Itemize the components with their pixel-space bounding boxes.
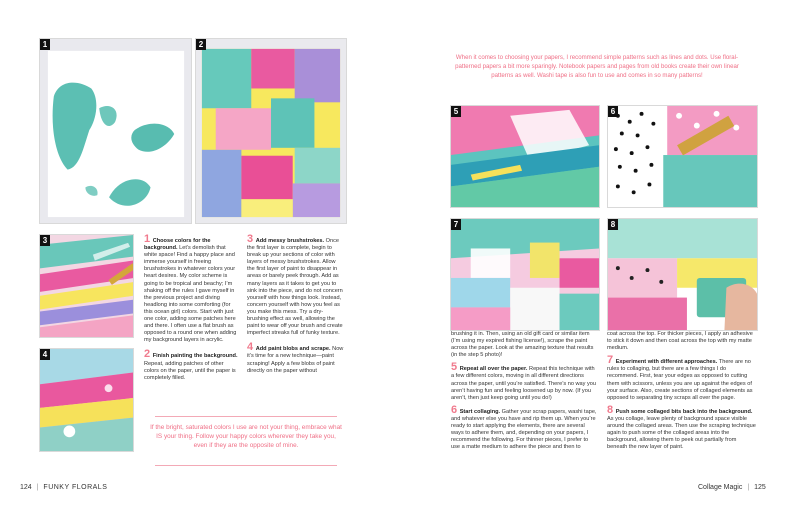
folio-left: 124 | FUNKY FLORALS <box>20 484 108 491</box>
photo-number: 2 <box>196 39 206 50</box>
step-heading: Start collaging. <box>459 408 501 415</box>
step-body: Once the first layer is complete, begin to break up your sections of color with layers of messy brushstrokes. Allow the first layer of paint to disappear in areas or barely peek through. Add as many layers as it takes to get you to sink into the piece, and do not concern yourself with how things look. Instead, concern yourself with how you feel as you make this mess. Try a dry-brushing effect as well, allowing the paint to wear off your brush and create imperfect streaks full of funky texture. <box>247 238 343 337</box>
step-5 <box>451 363 598 401</box>
step-body: Let’s demolish that white space! Find a happy place and immerse yourself in freeing brushstrokes in whatever colors your heart desires. My color scheme is going to be tropical and beachy; I’m shaking off the rules I gave myself in the previous project and diving headlong into some comforting (for this ocean girl) colors. Start with just one color, adding some patches here and there. I often use a flat brush as opposed to a round one when adding my background layers in acrylic. <box>144 245 237 344</box>
painting-colorful-background <box>196 39 346 223</box>
step-number: 6 <box>451 403 458 416</box>
photo-step-5 <box>450 105 600 208</box>
photo-step-6 <box>607 105 758 208</box>
photo-number: 3 <box>40 235 50 246</box>
pull-quote-rule-top <box>155 416 337 417</box>
step-number: 7 <box>607 354 614 367</box>
painting-scraped <box>451 106 599 207</box>
step-8 <box>607 403 757 452</box>
step-6 <box>451 403 598 452</box>
step-number: 2 <box>144 348 151 361</box>
photo-number: 1 <box>40 39 50 50</box>
folio-page-number: 125 <box>754 484 766 491</box>
photo-number: 5 <box>451 106 461 117</box>
step-heading: Repeat all over the paper. <box>459 366 528 373</box>
step-heading: Push some collaged bits back into the background. <box>615 408 753 415</box>
painting-paint-blobs <box>40 349 133 451</box>
photo-number: 7 <box>451 219 461 230</box>
text-column-right-2 <box>607 331 757 455</box>
folio-title: FUNKY FLORALS <box>43 484 108 491</box>
photo-step-2 <box>195 38 347 224</box>
pull-quote-rule-bottom <box>155 465 337 466</box>
step-body: There are no rules to collaging, but there are a few things I do recommend. First, tear your edges as opposed to cutting them with scissors, unless you are up against the edges of your surface. Also, create sections of collaged elements as opposed to separating tiny scraps all over the page. <box>607 359 753 401</box>
step-number: 3 <box>247 233 254 245</box>
photo-number: 6 <box>608 106 618 117</box>
step-heading: Choose colors for the background. <box>144 238 211 252</box>
text-column-left-1 <box>144 235 240 386</box>
step-1 <box>144 235 240 344</box>
step-heading: Finish painting the background. <box>152 353 238 360</box>
step-2 <box>144 350 240 381</box>
folio-right: Collage Magic | 125 <box>698 484 766 491</box>
step-heading: Experiment with different approaches. <box>615 359 718 366</box>
step-4-continued: brushing it in. Then, using an old gift card or similar item (I’m using my expired fishing license!), scrape the paint across the paper. Look at the amazing texture that results (in the step 5 photo)! <box>451 331 594 359</box>
step-3 <box>247 235 344 337</box>
photo-step-1 <box>39 38 192 224</box>
step-heading: Add messy brushstrokes. <box>255 238 325 244</box>
step-number: 5 <box>451 361 458 374</box>
text-column-right-1 <box>451 331 598 455</box>
step-body: As you collage, leave plenty of background space visible around the collaged areas. Then use the scraping technique again to push some of the collaged areas into the background, allowing them to peek out partially from beneath the new layer of paint. <box>607 415 756 451</box>
step-number: 8 <box>607 403 614 416</box>
step-number: 4 <box>247 341 254 354</box>
step-4 <box>247 343 344 374</box>
step-body: Repeat this technique with a few different colors, moving in all different directions across the paper, until you’re satisfied. There’s no way you aren’t having fun and feeling loosened up by now. (If you aren’t, then just keep going until you do!) <box>451 366 596 401</box>
pull-quote: If the bright, saturated colors I use are not your thing, embrace what IS your thing. Follow your happy colors wherever they take you, even if they are the opposite of mine. <box>150 424 342 450</box>
collage-papers-and-tape <box>608 106 757 207</box>
photo-step-8 <box>607 218 758 331</box>
photo-number: 8 <box>608 219 618 230</box>
step-7 <box>607 356 757 402</box>
step-body: Gather your scrap papers, washi tape, and whatever else you have and rip them up. When you’re ready to start applying the elements, there are several ways to adhere them, and, depending on your papers, I recommend the following. For thinner pieces, I prefer to use a matte medium to adhere the piece and then to <box>451 408 597 451</box>
step-body: Now it’s time for a new technique—paint scraping! Apply a few blobs of paint directly on the paper without <box>247 346 344 374</box>
step-6-continued: coat across the top. For thicker pieces, I apply an adhesive to stick it down and then coat across the top with my matte medium. <box>607 331 753 352</box>
photo-number: 4 <box>40 349 50 360</box>
step-heading: Add paint blobs and scrape. <box>255 346 331 353</box>
step-number: 1 <box>144 233 151 245</box>
intro-text: When it comes to choosing your papers, I recommend simple patterns such as lines and dots. Use floral-patterned papers a bit more sparingly. Notebook papers and pages from old books create their own linear patterns as well. Washi tape is also fun to use and comes in so many patterns! <box>455 54 739 80</box>
folio-page-number: 124 <box>20 484 32 491</box>
painting-teal-strokes <box>40 39 191 223</box>
collage-experiment <box>451 219 599 330</box>
photo-step-7 <box>450 218 600 331</box>
photo-step-3 <box>39 234 134 338</box>
text-column-left-2 <box>247 235 344 379</box>
step-body: Repeat, adding patches of other colors on the paper, until the paper is completely filled. <box>144 360 236 381</box>
collage-push-back <box>608 219 757 330</box>
photo-step-4 <box>39 348 134 452</box>
painting-messy-brushstrokes <box>40 235 133 337</box>
folio-title: Collage Magic <box>698 484 743 491</box>
